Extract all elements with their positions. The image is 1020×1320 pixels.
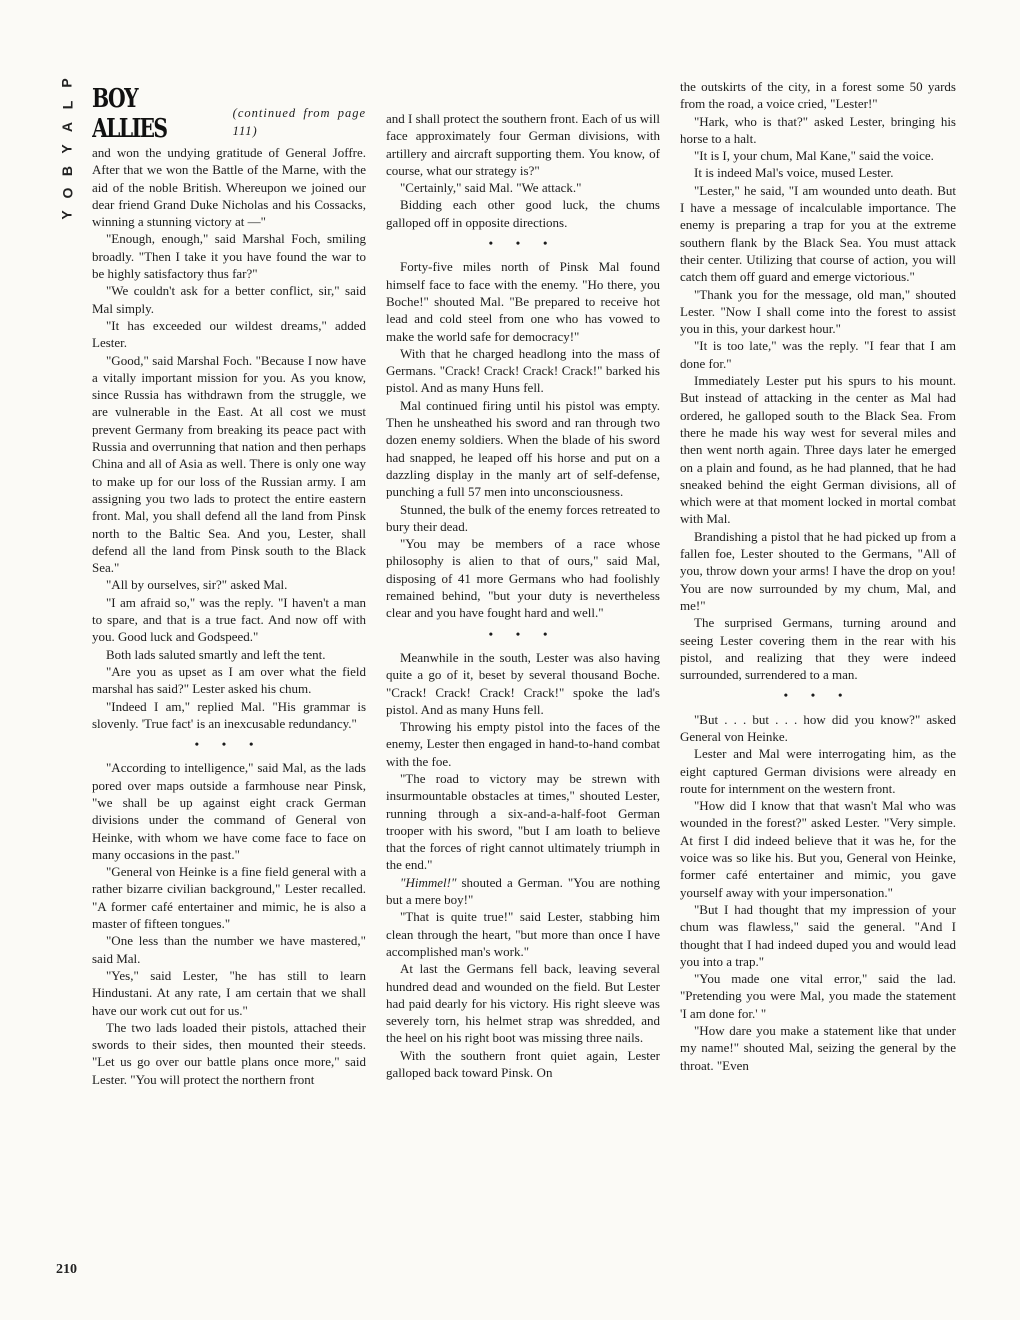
- magazine-side-label: [56, 72, 78, 226]
- paragraph: Immediately Lester put his spurs to his mount. But instead of attacking in the center as Mal had ordered, he galloped south to the Black Sea. From there he made his way west for several miles and then went north again. Three days later he emerged on a plain and found, as he had planned, that he had sneaked behind the eight German divisions, all of which were at that moment locked in mortal combat with Mal.: [680, 373, 956, 527]
- paragraph: The two lads loaded their pistols, attached their swords to their sides, then mounted their steeds. "Let us go over our battle plans once more," said Lester. "You will protect the northern front: [92, 1019, 366, 1087]
- paragraph: "General von Heinke is a fine field general with a rather bizarre civilian background," Lester recalled. "A former café entertainer and mimic, he is also a master of fifteen tongues.": [92, 864, 366, 932]
- paragraph: "How dare you make a statement like that under my name!" shouted Mal, seizing the general by the throat. "Even: [680, 1023, 956, 1073]
- paragraph: "Enough, enough," said Marshal Foch, smiling broadly. "Then I take it you have found the war to be highly satisfactory thus far?": [92, 231, 366, 282]
- paragraph: "You may be members of a race whose philosophy is alien to that of ours," said Mal, disposing of 41 more Germans who had foolishly remained behind, "but your duty is nevertheless clear and you have fought hard and well.": [386, 536, 660, 621]
- side-label-letter: B: [59, 165, 75, 177]
- continued-note: (continued from page 111): [232, 106, 366, 138]
- paragraph: the outskirts of the city, in a forest some 50 yards from the road, a voice cried, "Lester!": [680, 79, 956, 112]
- paragraph: "You made one vital error," said the lad. "Pretending you were Mal, you made the statement 'I am done for.' ": [680, 971, 956, 1021]
- article-column-1: [92, 84, 366, 1284]
- paragraph: "I am afraid so," was the reply. "I haven't a man to spare, and that is a true fact. And now off with you. Good luck and Godspeed.": [92, 594, 366, 645]
- paragraph: The surprised Germans, turning around and seeing Lester covering them in the rear with his pistol, and realizing that they were indeed surrounded, surrendered to a man.: [680, 615, 956, 683]
- side-label-letter: Y: [59, 210, 75, 220]
- paragraph: It is indeed Mal's voice, mused Lester.: [694, 165, 894, 181]
- paragraph: "It has exceeded our wildest dreams," added Lester.: [92, 317, 366, 351]
- paragraph: "But . . . but . . . how did you know?" asked General von Heinke.: [680, 711, 956, 744]
- paragraph: [386, 874, 660, 909]
- section-break: • • •: [194, 737, 264, 752]
- paragraph: Both lads saluted smartly and left the tent.: [106, 646, 326, 662]
- paragraph: "All by ourselves, sir?" asked Mal.: [106, 577, 288, 593]
- paragraph: "The road to victory may be strewn with insurmountable obstacles at times," shouted Lester, running through a six-and-a-half-foot German trooper with his sword, "but I am loath to believe that the forces of right cannot ultimately triumph in the end.": [386, 770, 660, 873]
- section-break: • • •: [488, 236, 558, 251]
- paragraph: Brandishing a pistol that he had picked up from a fallen foe, Lester shouted to the Germans, "All of you, throw down your arms! I have the drop on you! You are now surrounded by my chum, Mal, and me!": [680, 528, 956, 613]
- paragraph: "That is quite true!" said Lester, stabbing him clean through the heart, "but more than once I have accomplished man's work.": [386, 909, 660, 959]
- paragraph: With the southern front quiet again, Lester galloped back toward Pinsk. On: [386, 1047, 660, 1081]
- article-column-3: [680, 78, 956, 1278]
- paragraph: and I shall protect the southern front. Each of us will face approximately four German divisions, with artillery and aircraft supporting them. You know, of course, what our strategy is?": [386, 111, 660, 178]
- paragraph: "It is too late," was the reply. "I fear that I am done for.": [680, 338, 956, 371]
- himmel-exclamation: "Himmel!": [400, 874, 457, 890]
- paragraph: "We couldn't ask for a better conflict, sir," said Mal simply.: [92, 283, 366, 316]
- paragraph: "But I had thought that my impression of your chum was flawless," said the general. "And I thought that I had indeed duped you and would lead you into a trap.": [680, 901, 956, 969]
- paragraph: Throwing his empty pistol into the faces of the enemy, Lester then engaged in hand-to-hand combat with the foe.: [386, 719, 660, 769]
- paragraph: "Yes," said Lester, "he has still to learn Hindustani. At any rate, I am certain that we shall have our work cut out for us.": [92, 967, 366, 1018]
- paragraph: "Good," said Marshal Foch. "Because I now have a vitally important mission for you. As you know, since Russia has withdrawn from the struggle, we are vulnerable in the East. At all cost we must prevent Germany from breaking its peace pact with Russia and overrunning that nation and then perhaps China and all of Asia as well. There is only one way to make up for our loss of the Russian army. I am assigning you two lads to protect the entire eastern front. Mal, you shall defend all the land from Pinsk north to the Baltic Sea. And you, Lester, shall defend all the land from Pinsk south to the Black Sea.": [92, 352, 366, 576]
- article-column-2: [386, 110, 660, 1310]
- side-label-letter: A: [59, 121, 75, 133]
- side-label-letter: P: [59, 78, 75, 88]
- paragraph: Meanwhile in the south, Lester was also having quite a go of it, beset by several thousand Boche. "Crack! Crack! Crack! Crack!" spoke the lad's pistol. And as many Huns fell.: [386, 649, 660, 717]
- paragraph: "Indeed I am," replied Mal. "His grammar is slovenly. 'True fact' is an inexcusable redundancy.": [92, 698, 366, 731]
- side-label-letter: L: [59, 100, 75, 110]
- paragraph: Bidding each other good luck, the chums galloped off in opposite directions.: [386, 197, 660, 230]
- paragraph: "According to intelligence," said Mal, as the lads pored over maps outside a farmhouse near Pinsk, "we shall be up against eight crack German divisions under the command of General von Heinke, with whom we have come face to face on many occasions in the past.": [92, 760, 366, 862]
- paragraph: "It is I, your chum, Mal Kane," said the voice.: [694, 148, 934, 164]
- paragraph: Mal continued firing until his pistol was empty. Then he unsheathed his sword and ran through two dozen enemy soldiers. When the blade of his sword had snapped, he leaped off his horse and put on a dazzling display in the manly art of self-defense, punching a full 57 men into unconsciousness.: [386, 397, 660, 500]
- paragraph: "Thank you for the message, old man," shouted Lester. "Now I shall come into the forest to assist you in this, your darkest hour.": [680, 286, 956, 337]
- page-number: 210: [56, 1262, 77, 1277]
- paragraph: Stunned, the bulk of the enemy forces retreated to bury their dead.: [386, 501, 660, 534]
- section-break: • • •: [783, 688, 853, 703]
- paragraph: Forty-five miles north of Pinsk Mal found himself face to face with the enemy. "Ho there, you Boche!" shouted Mal. "Be prepared to receive hot lead and cold steel from one who has vowed to make the world safe for democracy!": [386, 259, 660, 344]
- side-label-letter: O: [58, 187, 75, 199]
- paragraph: "Lester," he said, "I am wounded unto death. But I have a message of incalculable importance. The enemy is preparing a trap for you at the extreme southern flank by the Black Sea. You must attack their center. Utilizing that course of action, you will catch them off guard and emerge victorious.": [680, 182, 956, 285]
- paragraph: Lester and Mal were interrogating him, as the eight captured German divisions were already en route for internment on the western front.: [680, 746, 956, 796]
- paragraph: "How did I know that that wasn't Mal who was wounded in the forest?" asked Lester. "Very simple. At first I did indeed believe that it was he, for the voice was so like his. But you, General von Heinke, former café entertainer and mimic, you gave yourself away with your impersonation.": [680, 798, 956, 900]
- paragraph: "Certainly," said Mal. "We attack.": [400, 180, 582, 196]
- paragraph: "Hark, who is that?" asked Lester, bringing his horse to a halt.: [680, 113, 956, 146]
- paragraph: At last the Germans fell back, leaving several hundred dead and wounded on the field. But Lester had paid dearly for his victory. His right sleeve was severely torn, his helmet strap was shredded, and the heel on his right boot was missing three nails.: [386, 961, 660, 1046]
- paragraph: and won the undying gratitude of General Joffre. After that we won the Battle of the Marne, with the aid of the noble British. Whereupon we joined our dear friend Grand Duke Nicholas and his Cossacks, winning a stunning victory at —": [92, 145, 366, 230]
- article-header: [92, 84, 366, 144]
- paragraph: "Are you as upset as I am over what the field marshal has said?" Lester asked his chum.: [92, 663, 366, 697]
- paragraph: With that he charged headlong into the mass of Germans. "Crack! Crack! Crack! Crack!" barked his pistol. And as many Huns fell.: [386, 345, 660, 396]
- section-break: • • •: [488, 626, 558, 641]
- paragraph: "One less than the number we have mastered," said Mal.: [92, 933, 366, 966]
- paragraph-text: shouted a German. "You are nothing but a mere boy!": [386, 874, 660, 908]
- side-label-letter: Y: [59, 144, 75, 154]
- article-logo: BOY ALLIES: [92, 84, 167, 144]
